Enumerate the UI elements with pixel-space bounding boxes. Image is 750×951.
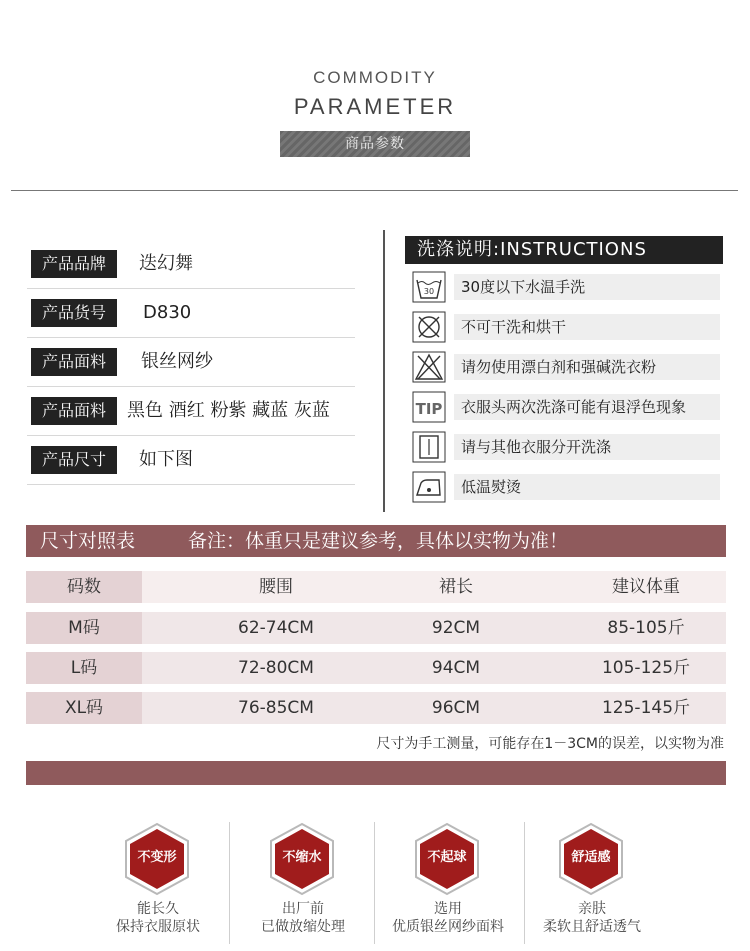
table-cell: M码 <box>26 612 142 644</box>
instruction-item <box>410 351 720 383</box>
icon-text: TIP <box>415 400 443 418</box>
table-cell: XL码 <box>26 692 142 724</box>
no-bleach-icon <box>412 351 446 383</box>
table-cell: 105-125斤 <box>601 658 691 678</box>
table-cell: 76-85CM <box>238 698 314 718</box>
low-iron-icon <box>412 471 446 503</box>
table-cell: 72-80CM <box>238 658 314 678</box>
instruction-text: 衣服头两次洗涤可能有退浮色现象 <box>454 394 720 420</box>
table-header-cell: 腰围 <box>259 577 293 597</box>
feature-line2: 柔软且舒适透气 <box>543 919 641 935</box>
tip-icon <box>412 391 446 423</box>
param-label: 产品尺寸 <box>31 446 117 474</box>
size-chart-title: 尺寸对照表 <box>40 530 136 552</box>
measurement-note: 尺寸为手工测量，可能存在1－3CM的误差，以实物为准 <box>376 736 724 752</box>
table-cell: 125-145斤 <box>601 698 691 718</box>
size-chart-bar <box>26 525 726 557</box>
feature-badge-label: 不缩水 <box>282 850 322 865</box>
table-cell: 94CM <box>431 658 481 678</box>
feature-comfort <box>514 820 664 940</box>
param-row-size <box>27 436 355 485</box>
feature-no-shrink <box>225 820 375 940</box>
instruction-text: 请与其他衣服分开洗涤 <box>454 434 720 460</box>
param-value: 迭幻舞 <box>139 253 193 274</box>
instruction-item <box>410 391 720 423</box>
feature-line1: 出厂前 <box>282 901 324 917</box>
size-table-header <box>26 571 726 603</box>
param-value: 黑色 酒红 粉紫 藏蓝 灰蓝 <box>127 400 330 421</box>
table-header-cell: 建议体重 <box>612 577 680 597</box>
instruction-item <box>410 431 720 463</box>
instruction-item <box>410 471 720 503</box>
feature-no-deform <box>80 820 230 940</box>
table-row <box>26 652 726 684</box>
table-row <box>26 692 726 724</box>
instruction-text: 请勿使用漂白剂和强碱洗衣粉 <box>454 354 720 380</box>
separate-wash-icon <box>412 431 446 463</box>
instruction-item <box>410 271 720 303</box>
feature-line1: 选用 <box>434 901 462 917</box>
feature-line1: 能长久 <box>137 901 179 917</box>
table-header-cell: 码数 <box>26 571 142 603</box>
feature-line2: 优质银丝网纱面料 <box>392 919 504 935</box>
feature-badge-label: 不起球 <box>427 850 467 865</box>
param-value: 如下图 <box>139 449 193 470</box>
instructions-title: 洗涤说明:INSTRUCTIONS <box>405 236 723 264</box>
param-label: 产品货号 <box>31 299 117 327</box>
instruction-item <box>410 311 720 343</box>
table-cell: 92CM <box>431 618 481 638</box>
header-divider <box>11 190 738 191</box>
param-value: 银丝网纱 <box>141 351 213 372</box>
instruction-text: 不可干洗和烘干 <box>454 314 720 340</box>
header-commodity: COMMODITY <box>313 68 437 87</box>
footer-bar <box>26 761 726 785</box>
feature-line2: 保持衣服原状 <box>116 919 200 935</box>
feature-line2: 已做放缩处理 <box>261 919 345 935</box>
param-row-sku <box>27 289 355 338</box>
header-badge: 商品参数 <box>280 131 470 157</box>
feature-badge-label: 舒适感 <box>571 850 611 865</box>
param-label: 产品品牌 <box>31 250 117 278</box>
param-row-brand <box>27 240 355 289</box>
header-parameter: PARAMETER <box>293 94 457 119</box>
icon-text: 30 <box>423 287 435 296</box>
param-label: 产品面料 <box>31 397 117 425</box>
param-value: D830 <box>143 302 192 323</box>
param-row-fabric <box>27 338 355 387</box>
table-cell: L码 <box>26 652 142 684</box>
no-dry-clean-icon <box>412 311 446 343</box>
feature-badge-label: 不变形 <box>137 850 177 865</box>
param-label: 产品面料 <box>31 348 117 376</box>
size-chart-remark: 备注：体重只是建议参考，具体以实物为准！ <box>188 530 569 552</box>
feature-line1: 亲肤 <box>578 901 606 917</box>
table-cell: 96CM <box>431 698 481 718</box>
hand-wash-30-icon <box>412 271 446 303</box>
table-cell: 62-74CM <box>238 618 314 638</box>
table-row <box>26 612 726 644</box>
table-cell: 85-105斤 <box>607 618 685 638</box>
instruction-text: 低温熨烫 <box>454 474 720 500</box>
table-header-cell: 裙长 <box>439 577 473 597</box>
instruction-text: 30度以下水温手洗 <box>454 274 720 300</box>
feature-no-pilling <box>370 820 520 940</box>
vertical-divider <box>383 230 385 512</box>
param-row-colors <box>27 387 355 436</box>
